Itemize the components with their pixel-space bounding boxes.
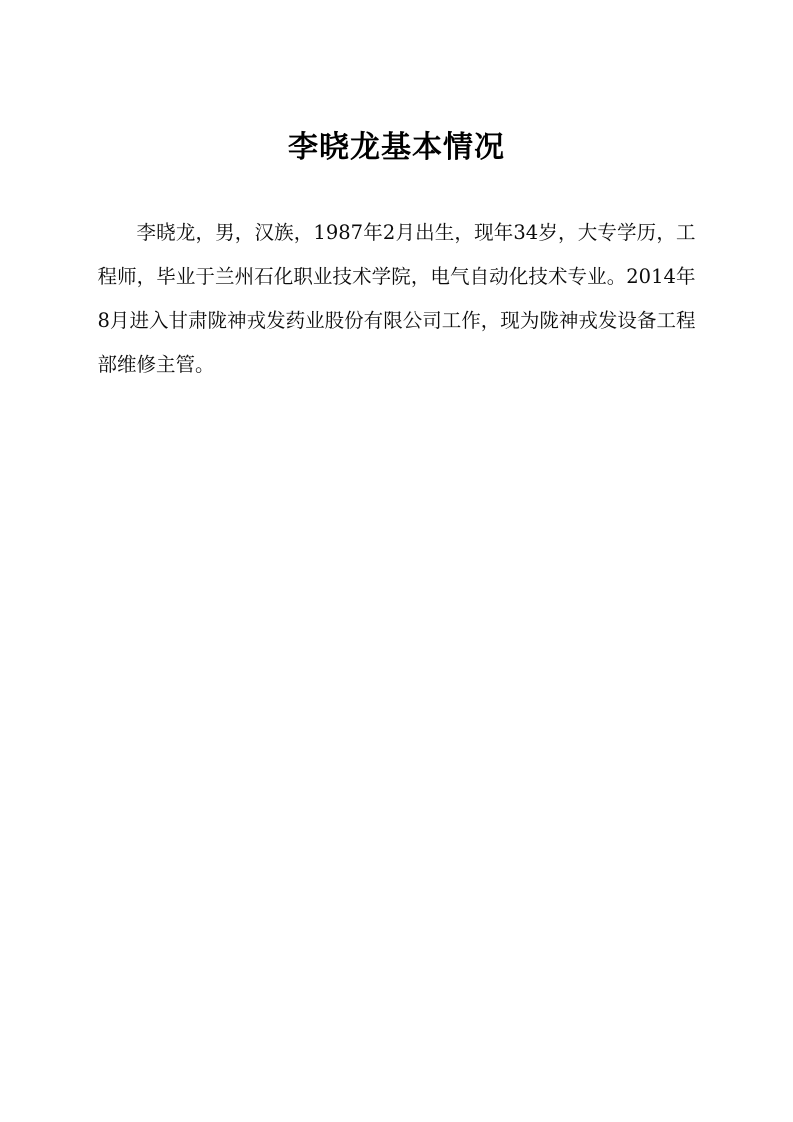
body-paragraph: 李晓龙，男，汉族，1987年2月出生，现年34岁，大专学历，工程师，毕业于兰州石化职业技术学院，电气自动化技术专业。2014年8月进入甘肃陇神戎发药业股份有限公司工作，现为陇神戎发设备工程部维修主管。: [97, 221, 696, 376]
document-body: [98, 167, 696, 387]
page-title: 李晓龙基本情况: [288, 130, 505, 165]
